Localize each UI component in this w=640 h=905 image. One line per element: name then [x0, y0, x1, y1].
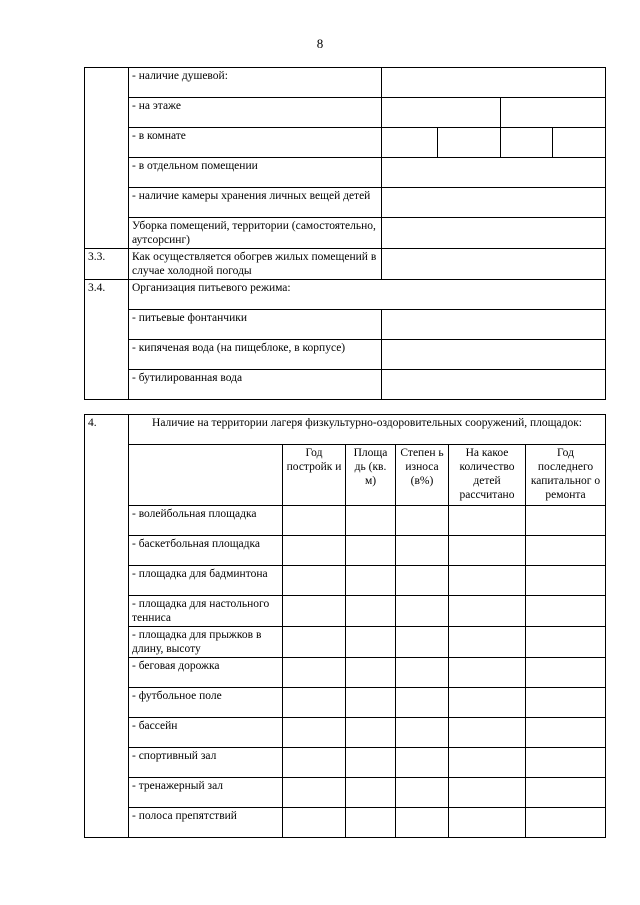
value-cell[interactable] — [382, 340, 606, 370]
value-cell[interactable] — [526, 808, 606, 838]
table-header-row — [85, 415, 606, 445]
section-4-table — [84, 414, 606, 838]
value-cell[interactable] — [449, 627, 526, 658]
row-label: Как осуществляется обогрев жилых помещений в случае холодной погоды — [129, 249, 382, 280]
table-row — [85, 128, 606, 158]
table-row — [85, 68, 606, 98]
page-number: 8 — [316, 36, 324, 51]
value-cell[interactable] — [346, 718, 396, 748]
value-cell[interactable] — [449, 566, 526, 596]
table-row — [85, 218, 606, 249]
value-cell[interactable] — [382, 158, 606, 188]
value-cell[interactable] — [526, 566, 606, 596]
value-cell[interactable] — [553, 128, 606, 158]
row-label: - наличие душевой: — [129, 68, 382, 98]
column-header: Степен ь износа (в%) — [396, 445, 449, 506]
row-label: - питьевые фонтанчики — [129, 310, 382, 340]
facility-header-cell — [129, 445, 283, 506]
value-cell[interactable] — [346, 506, 396, 536]
value-cell[interactable] — [346, 688, 396, 718]
value-cell[interactable] — [396, 596, 449, 627]
value-cell[interactable] — [526, 658, 606, 688]
value-cell[interactable] — [449, 536, 526, 566]
table-row — [85, 658, 606, 688]
value-cell[interactable] — [283, 688, 346, 718]
value-cell[interactable] — [283, 627, 346, 658]
column-header: На какое количество детей рассчитано — [449, 445, 526, 506]
table-row — [85, 627, 606, 658]
value-cell[interactable] — [382, 310, 606, 340]
value-cell[interactable] — [346, 566, 396, 596]
value-cell[interactable] — [396, 627, 449, 658]
row-number: 3.4. — [85, 280, 129, 400]
value-cell[interactable] — [526, 748, 606, 778]
value-cell[interactable] — [346, 596, 396, 627]
table-row — [85, 778, 606, 808]
table-row — [85, 566, 606, 596]
value-cell[interactable] — [396, 566, 449, 596]
row-label: Уборка помещений, территории (самостоятельно, аутсорсинг) — [129, 218, 382, 249]
table-row — [85, 808, 606, 838]
value-cell[interactable] — [283, 778, 346, 808]
value-cell[interactable] — [396, 808, 449, 838]
row-label: - в комнате — [129, 128, 382, 158]
value-cell[interactable] — [346, 627, 396, 658]
table-row — [85, 370, 606, 400]
value-cell[interactable] — [396, 536, 449, 566]
value-cell[interactable] — [396, 688, 449, 718]
value-cell[interactable] — [283, 658, 346, 688]
value-cell[interactable] — [526, 778, 606, 808]
row-label: Организация питьевого режима: — [129, 280, 606, 310]
table-row — [85, 280, 606, 310]
value-cell[interactable] — [526, 536, 606, 566]
value-cell[interactable] — [283, 506, 346, 536]
table-row — [85, 98, 606, 128]
value-cell[interactable] — [283, 536, 346, 566]
table-row — [85, 718, 606, 748]
value-cell[interactable] — [449, 596, 526, 627]
value-cell[interactable] — [449, 658, 526, 688]
table-row — [85, 506, 606, 536]
column-header: Площа дь (кв. м) — [346, 445, 396, 506]
value-cell[interactable] — [526, 627, 606, 658]
value-cell[interactable] — [449, 506, 526, 536]
value-cell[interactable] — [382, 249, 606, 280]
value-cell[interactable] — [382, 98, 501, 128]
section-3-table — [84, 67, 606, 400]
facility-label: - полоса препятствий — [129, 808, 283, 838]
value-cell[interactable] — [526, 596, 606, 627]
facility-label: - футбольное поле — [129, 688, 283, 718]
value-cell[interactable] — [283, 718, 346, 748]
value-cell[interactable] — [382, 370, 606, 400]
value-cell[interactable] — [283, 566, 346, 596]
row-number-cell — [85, 68, 129, 249]
value-cell[interactable] — [283, 748, 346, 778]
value-cell[interactable] — [449, 808, 526, 838]
table-row — [85, 249, 606, 280]
facility-label: - беговая дорожка — [129, 658, 283, 688]
value-cell[interactable] — [346, 658, 396, 688]
value-cell[interactable] — [526, 688, 606, 718]
value-cell[interactable] — [501, 128, 553, 158]
value-cell[interactable] — [396, 506, 449, 536]
section-number: 4. — [85, 415, 129, 838]
facility-label: - тренажерный зал — [129, 778, 283, 808]
table-row — [85, 158, 606, 188]
row-label: - бутилированная вода — [129, 370, 382, 400]
facility-label: - площадка для бадминтона — [129, 566, 283, 596]
section-title: Наличие на территории лагеря физкультурно-оздоровительных сооружений, площадок: — [129, 415, 606, 445]
value-cell[interactable] — [346, 778, 396, 808]
value-cell[interactable] — [526, 506, 606, 536]
row-number: 3.3. — [85, 249, 129, 280]
value-cell[interactable] — [438, 128, 501, 158]
value-cell[interactable] — [396, 718, 449, 748]
table-column-headers — [85, 445, 606, 506]
value-cell[interactable] — [396, 658, 449, 688]
value-cell[interactable] — [283, 596, 346, 627]
table-row — [85, 688, 606, 718]
facility-label: - площадка для настольного тенниса — [129, 596, 283, 627]
column-header: Год постройк и — [283, 445, 346, 506]
value-cell[interactable] — [396, 778, 449, 808]
value-cell[interactable] — [382, 68, 606, 98]
table-row — [85, 340, 606, 370]
value-cell[interactable] — [449, 748, 526, 778]
facility-label: - бассейн — [129, 718, 283, 748]
value-cell[interactable] — [526, 718, 606, 748]
table-row — [85, 596, 606, 627]
value-cell[interactable] — [283, 808, 346, 838]
table-row — [85, 188, 606, 218]
value-cell[interactable] — [346, 808, 396, 838]
value-cell[interactable] — [449, 778, 526, 808]
row-label: - кипяченая вода (на пищеблоке, в корпусе) — [129, 340, 382, 370]
table-row — [85, 748, 606, 778]
value-cell[interactable] — [346, 748, 396, 778]
value-cell[interactable] — [449, 688, 526, 718]
table-row — [85, 310, 606, 340]
value-cell[interactable] — [449, 718, 526, 748]
row-label: - в отдельном помещении — [129, 158, 382, 188]
facility-label: - волейбольная площадка — [129, 506, 283, 536]
value-cell[interactable] — [396, 748, 449, 778]
facility-label: - баскетбольная площадка — [129, 536, 283, 566]
value-cell[interactable] — [346, 536, 396, 566]
value-cell[interactable] — [382, 188, 606, 218]
facility-label: - спортивный зал — [129, 748, 283, 778]
facility-label: - площадка для прыжков в длину, высоту — [129, 627, 283, 658]
value-cell[interactable] — [382, 128, 438, 158]
value-cell[interactable] — [382, 218, 606, 249]
row-label: - на этаже — [129, 98, 382, 128]
column-header: Год последнего капитальног о ремонта — [526, 445, 606, 506]
table-row — [85, 536, 606, 566]
value-cell[interactable] — [501, 98, 606, 128]
row-label: - наличие камеры хранения личных вещей детей — [129, 188, 382, 218]
